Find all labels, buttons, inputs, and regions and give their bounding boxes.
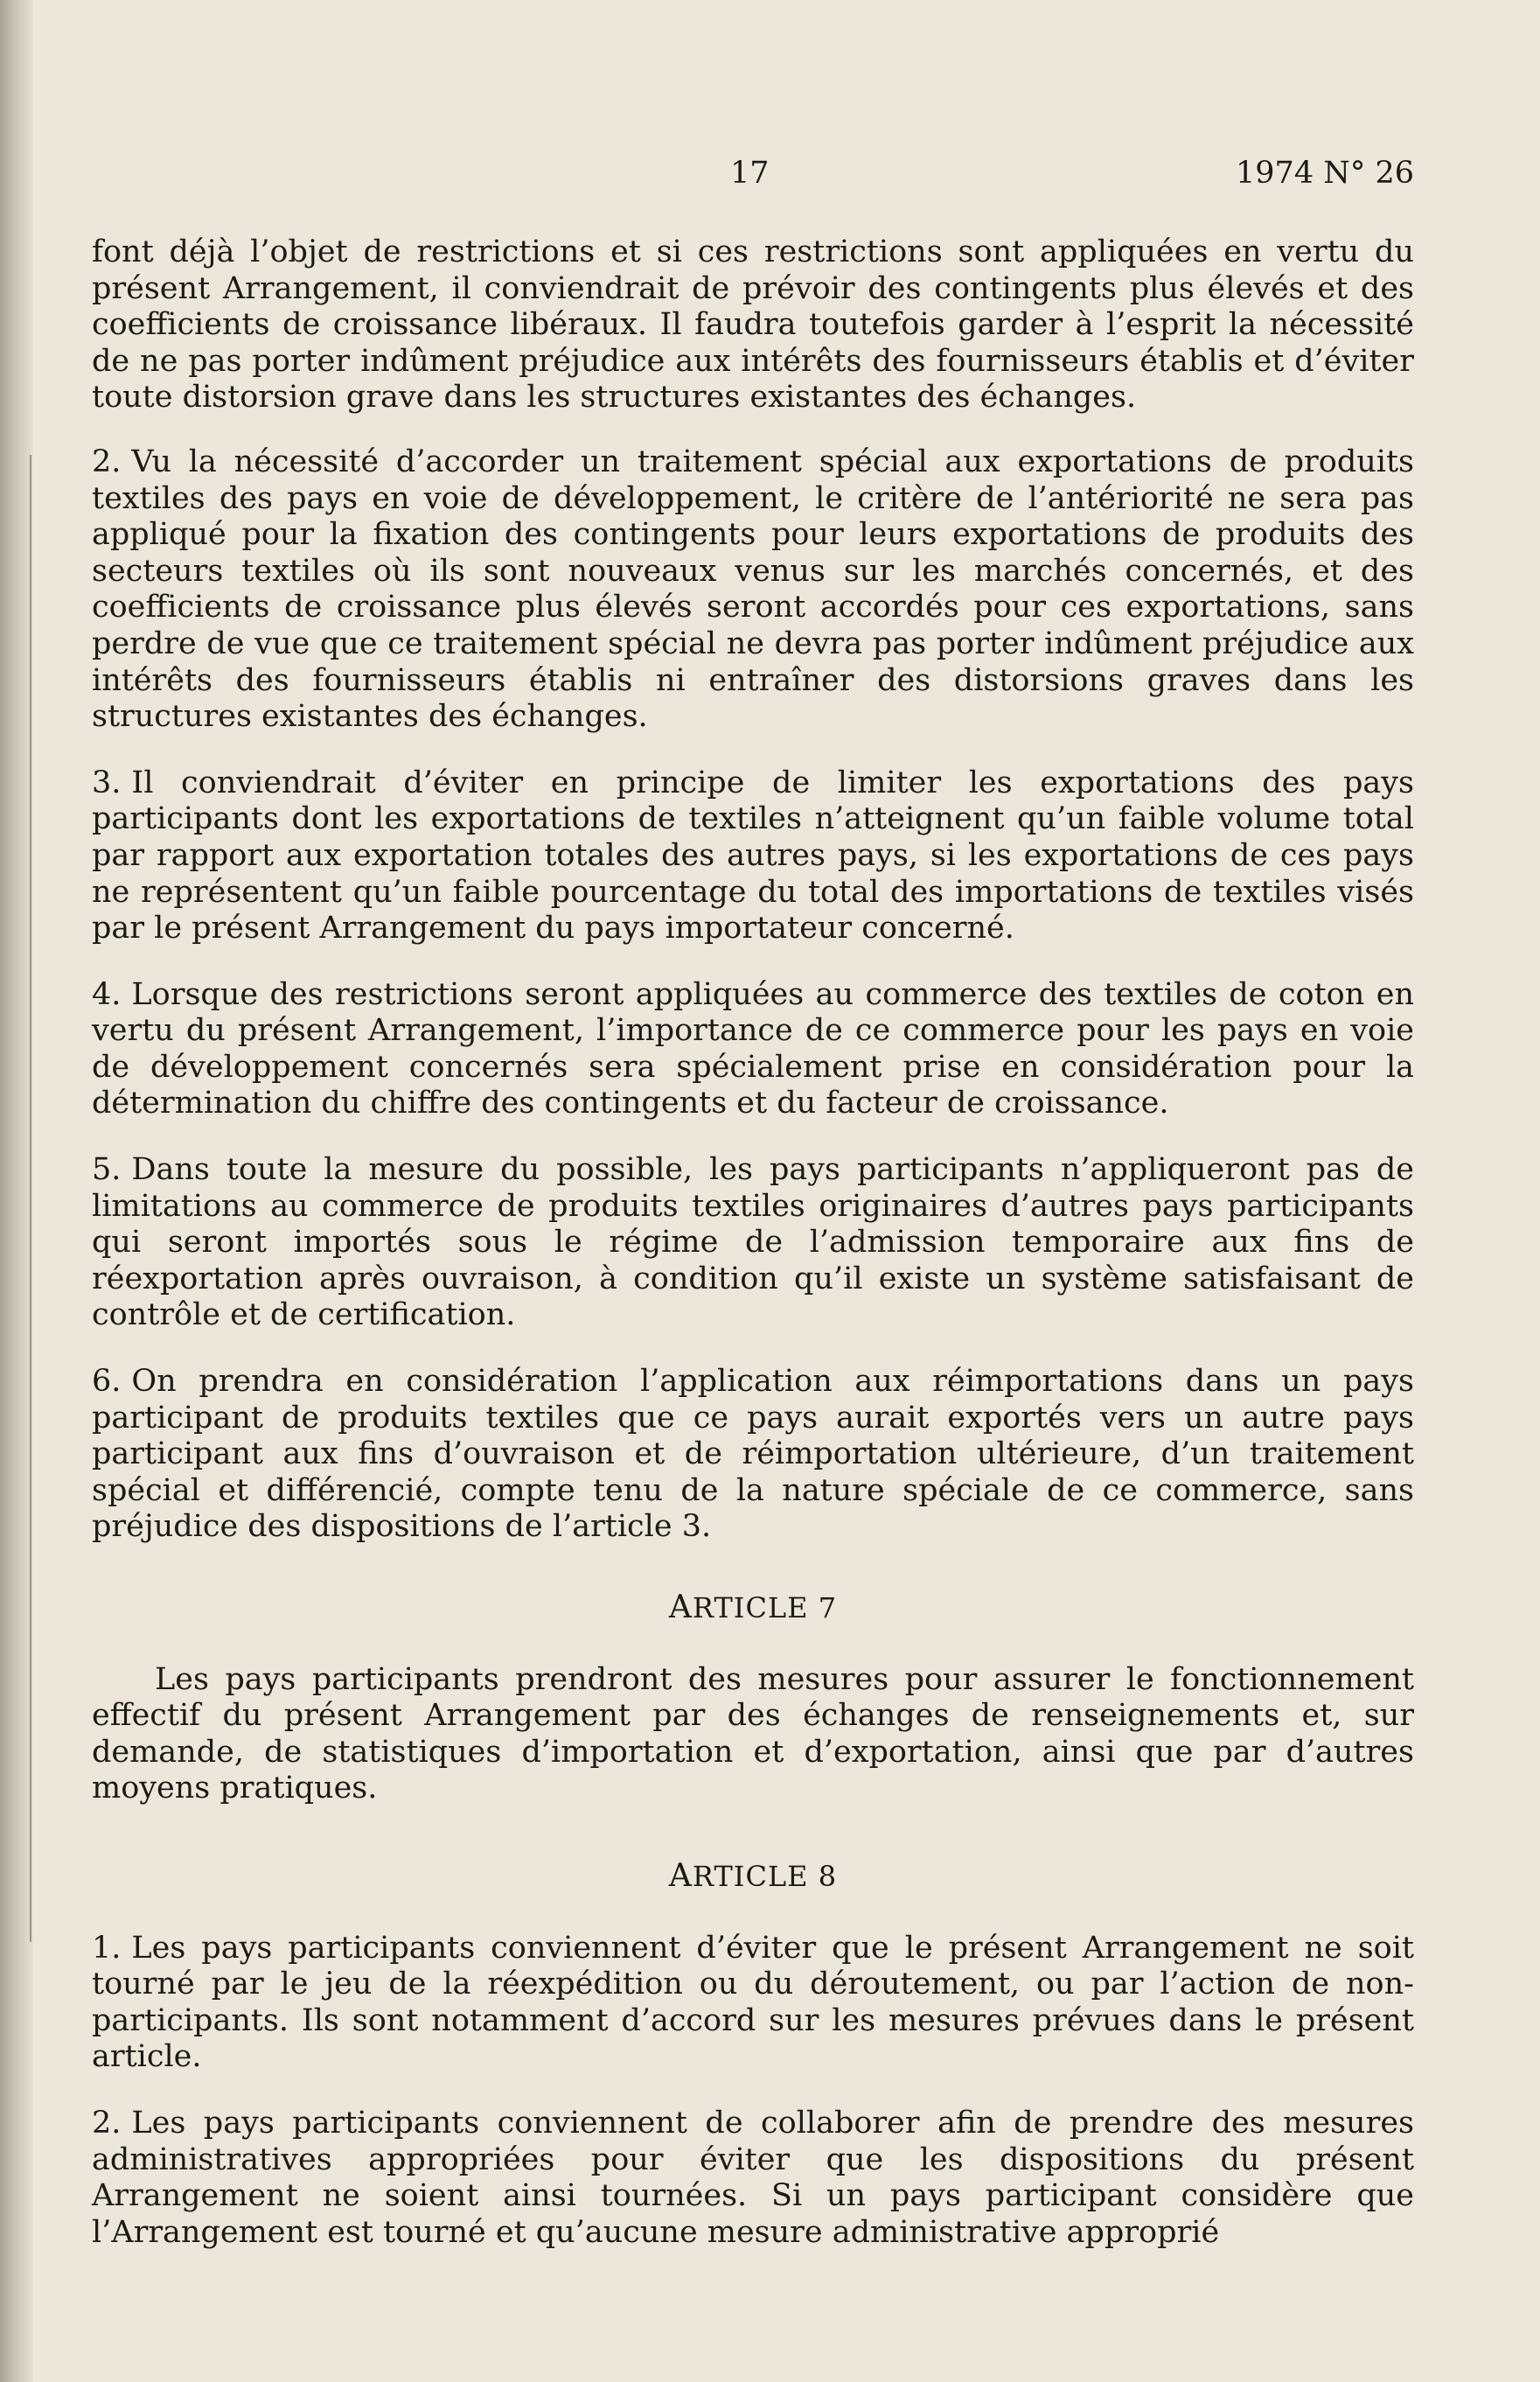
page-header — [92, 156, 1414, 199]
paragraph-number: 2. — [92, 444, 122, 479]
running-head: 1974 N° 26 — [1236, 156, 1414, 191]
article-7-paragraph — [92, 1662, 1414, 1807]
paragraph-number: 5. — [92, 1152, 122, 1188]
paragraph-text: Lorsque des restrictions seront appliquées au commerce des textiles de coton en vertu du présent Arrangement, l’importance de ce commerce pour les pays en voie de développement concernés sera spécialement prise en considération pour la détermination du chiffre des contingents et du facteur de croissance. — [92, 976, 1414, 1121]
heading-rest: RTICLE 8 — [692, 1859, 838, 1893]
paragraph-4 — [92, 977, 1414, 1122]
paragraph-text: Vu la nécessité d’accorder un traitement spécial aux exportations de produits textiles des pays en voie de développement, le critère de l’antériorité ne sera pas appliqué pour la fixation des contingents pour leurs exportations de produits des secteurs textiles où ils sont nouveaux venus sur les marchés concernés, et des coefficients de croissance plus élevés seront accordés pour ces exportations, sans perdre de vue que ce traitement spécial ne devra pas porter indûment préjudice aux intérêts des fournisseurs établis ni entraîner des distorsions graves dans les structures existantes des échanges. — [92, 444, 1414, 735]
heading-initial: A — [668, 1857, 693, 1894]
paragraph-text: Les pays participants conviennent d’éviter que le présent Arrangement ne soit tourné par le jeu de la réexpédition ou du déroutement, ou par l’action de non-participants. Ils sont notamment d’accord sur les mesures prévues dans le présent article. — [92, 1930, 1414, 2075]
article-8-paragraph-1 — [92, 1931, 1414, 2076]
paragraph-5 — [92, 1152, 1414, 1334]
article-8-paragraph-2 — [92, 2106, 1414, 2251]
document-page — [92, 0, 1414, 2382]
paragraph-text: font déjà l’objet de restrictions et si ces restrictions sont appliquées en vertu du présent Arrangement, il conviendrait de prévoir des contingents plus élevés et des coefficients de croissance libéraux. Il faudra toutefois garder à l’esprit la nécessité de ne pas porter indûment préjudice aux intérêts des fournisseurs établis et d’éviter toute distorsion grave dans les structures existantes des échanges. — [92, 234, 1414, 416]
paragraph-text: Les pays participants prendront des mesures pour assurer le fonctionnement effectif du présent Arrangement par des échanges de renseignements et, sur demande, de statistiques d’importation et d’exportation, ainsi que par d’autres moyens pratiques. — [92, 1661, 1414, 1806]
paragraph-number: 4. — [92, 976, 122, 1012]
article-8-heading — [92, 1858, 1414, 1896]
paragraph-text: Dans toute la mesure du possible, les pays participants n’appliqueront pas de limitations au commerce de produits textiles originaires d’autres pays participants qui seront importés sous le régime de l’admission temporaire aux fins de réexportation après ouvraison, à condition qu’il existe un système satisfaisant de contrôle et de certification. — [92, 1152, 1414, 1333]
binding-line — [30, 455, 31, 1942]
paragraph-2 — [92, 444, 1414, 736]
paragraph-number: 3. — [92, 765, 122, 800]
paragraph-number: 2. — [92, 2105, 122, 2141]
heading-initial: A — [668, 1589, 693, 1625]
document-body — [92, 234, 1414, 2281]
page-number: 17 — [730, 156, 770, 191]
paragraph-3 — [92, 765, 1414, 947]
paragraph-continuation — [92, 234, 1414, 416]
paragraph-number: 1. — [92, 1930, 122, 1966]
paragraph-text: On prendra en considération l’application aux réimportations dans un pays participant de produits textiles que ce pays aurait exportés vers un autre pays participant aux fins d’ouvraison et de réimportation ultérieure, d’un traitement spécial et différencié, compte tenu de la nature spéciale de ce commerce, sans préjudice des dispositions de l’article 3. — [92, 1364, 1414, 1545]
paragraph-6 — [92, 1364, 1414, 1546]
page-gutter-shadow — [0, 0, 33, 2382]
paragraph-number: 6. — [92, 1364, 122, 1400]
paragraph-text: Il conviendrait d’éviter en principe de limiter les exportations des pays participants dont les exportations de textiles n’atteignent qu’un faible volume total par rapport aux exportation totales des autres pays, si les exportations de ces pays ne représentent qu’un faible pourcentage du total des importations de textiles visés par le présent Arrangement du pays importateur concerné. — [92, 765, 1414, 947]
paragraph-text: Les pays participants conviennent de collaborer afin de prendre des mesures administratives appropriées pour éviter que les dispositions du présent Arrangement ne soient ainsi tournées. Si un pays participant considère que l’Arrangement est tourné et qu’aucune mesure administrative approprié — [92, 2105, 1414, 2250]
article-7-heading — [92, 1589, 1414, 1627]
heading-rest: RTICLE 7 — [692, 1591, 838, 1624]
